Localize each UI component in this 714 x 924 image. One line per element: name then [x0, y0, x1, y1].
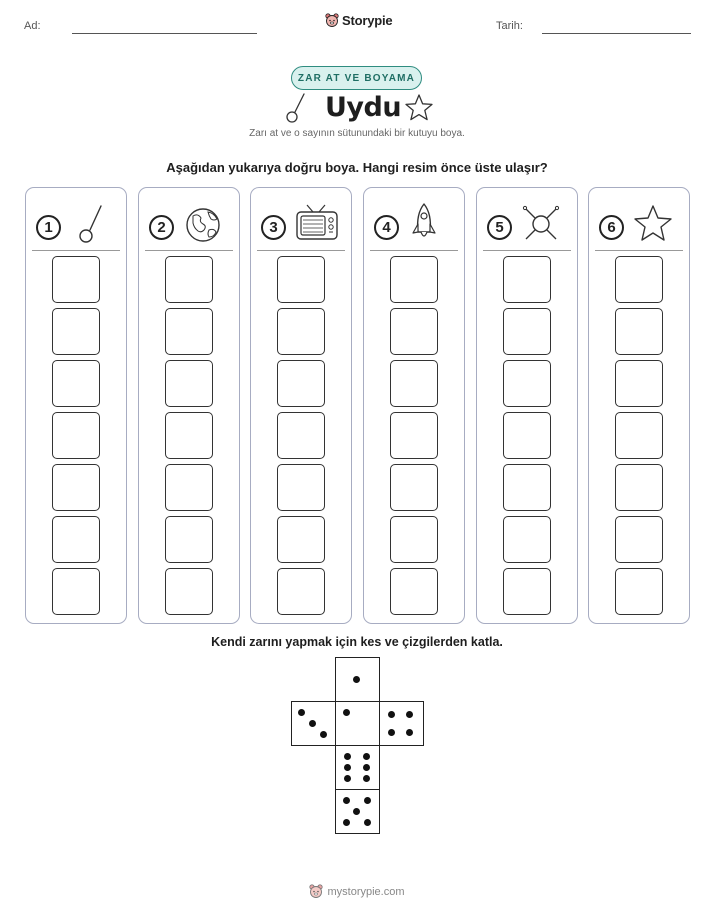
page-title: Uydu [325, 92, 402, 123]
name-label: Ad: [24, 20, 41, 32]
dice-pip [353, 808, 360, 815]
color-box[interactable] [165, 360, 213, 407]
column-number: 4 [374, 215, 399, 240]
column-divider [595, 250, 683, 251]
footer-url: mystorypie.com [327, 885, 405, 898]
color-box[interactable] [52, 568, 100, 615]
dice-face-1 [335, 657, 380, 702]
earth-icon [181, 200, 231, 246]
color-box[interactable] [277, 256, 325, 303]
color-box[interactable] [277, 308, 325, 355]
dice-pip [298, 709, 305, 716]
column-6 [588, 187, 690, 624]
color-box[interactable] [390, 516, 438, 563]
column-number: 2 [149, 215, 174, 240]
color-box[interactable] [165, 464, 213, 511]
title-row [0, 92, 714, 126]
satellite-icon [519, 200, 569, 246]
column-header [477, 196, 577, 246]
magnifier-icon [68, 200, 118, 246]
column-2 [138, 187, 240, 624]
color-box[interactable] [277, 412, 325, 459]
column-number: 3 [261, 215, 286, 240]
dice-pip [364, 797, 371, 804]
dice-pip [343, 797, 350, 804]
column-header [26, 196, 126, 246]
column-divider [32, 250, 120, 251]
color-box[interactable] [277, 464, 325, 511]
color-box[interactable] [277, 568, 325, 615]
color-box[interactable] [165, 308, 213, 355]
dice-pip [343, 709, 350, 716]
color-box[interactable] [52, 412, 100, 459]
column-5 [476, 187, 578, 624]
star-icon [404, 93, 434, 122]
color-box[interactable] [503, 308, 551, 355]
color-box[interactable] [165, 516, 213, 563]
color-box[interactable] [277, 360, 325, 407]
dice-pip [343, 819, 350, 826]
dice-pip [320, 731, 327, 738]
column-divider [257, 250, 345, 251]
color-box[interactable] [165, 412, 213, 459]
color-box[interactable] [503, 568, 551, 615]
dice-face-1b [335, 701, 380, 746]
color-box[interactable] [165, 256, 213, 303]
dice-pip [364, 819, 371, 826]
column-1 [25, 187, 127, 624]
column-header [364, 196, 464, 246]
dice-pip [388, 711, 395, 718]
dice-pip [388, 729, 395, 736]
color-box[interactable] [503, 464, 551, 511]
column-4 [363, 187, 465, 624]
color-box[interactable] [52, 256, 100, 303]
color-box[interactable] [615, 568, 663, 615]
color-box[interactable] [390, 308, 438, 355]
date-label: Tarih: [496, 20, 523, 32]
tv-icon [293, 200, 343, 246]
column-header [589, 196, 689, 246]
name-line [72, 33, 257, 34]
color-box[interactable] [615, 256, 663, 303]
dice-pip [363, 753, 370, 760]
color-box[interactable] [503, 256, 551, 303]
dice-pip [344, 764, 351, 771]
color-box[interactable] [390, 412, 438, 459]
dice-face-6 [335, 745, 380, 790]
color-box[interactable] [503, 360, 551, 407]
color-box[interactable] [615, 308, 663, 355]
column-number: 6 [599, 215, 624, 240]
color-box[interactable] [390, 464, 438, 511]
color-box[interactable] [615, 412, 663, 459]
color-box[interactable] [390, 256, 438, 303]
color-box[interactable] [503, 516, 551, 563]
column-divider [370, 250, 458, 251]
brand-name: Storypie [342, 13, 393, 28]
color-box[interactable] [52, 308, 100, 355]
dice-face-5 [335, 789, 380, 834]
color-box[interactable] [52, 464, 100, 511]
activity-badge: ZAR AT VE BOYAMA [291, 66, 422, 90]
column-divider [483, 250, 571, 251]
star-icon [631, 200, 681, 246]
column-header [139, 196, 239, 246]
date-line [542, 33, 691, 34]
color-box[interactable] [165, 568, 213, 615]
dice-face-4 [379, 701, 424, 746]
rocket-icon [406, 200, 456, 246]
column-header [251, 196, 351, 246]
dice-instruction: Kendi zarını yapmak için kes ve çizgilerden katla. [211, 635, 503, 649]
magnifier-icon [285, 92, 307, 124]
footer [0, 884, 714, 899]
column-number: 1 [36, 215, 61, 240]
dice-pip [406, 711, 413, 718]
color-box[interactable] [277, 516, 325, 563]
instruction: Aşağıdan yukarıya doğru boya. Hangi resim önce üste ulaşır? [166, 160, 548, 175]
brand-logo [325, 13, 392, 28]
column-divider [145, 250, 233, 251]
color-box[interactable] [615, 464, 663, 511]
dice-pip [363, 764, 370, 771]
dice-pip [363, 775, 370, 782]
dice-pip [353, 676, 360, 683]
bear-icon [325, 13, 339, 28]
bear-icon [309, 884, 323, 899]
dice-pip [309, 720, 316, 727]
color-box[interactable] [615, 516, 663, 563]
color-box[interactable] [390, 568, 438, 615]
dice-face-3 [291, 701, 336, 746]
dice-pip [406, 729, 413, 736]
column-3 [250, 187, 352, 624]
dice-pip [344, 775, 351, 782]
color-box[interactable] [52, 360, 100, 407]
color-box[interactable] [615, 360, 663, 407]
color-box[interactable] [52, 516, 100, 563]
subtitle: Zarı at ve o sayının sütunundaki bir kutuyu boya. [249, 128, 465, 139]
color-box[interactable] [390, 360, 438, 407]
color-box[interactable] [503, 412, 551, 459]
dice-pip [344, 753, 351, 760]
column-number: 5 [487, 215, 512, 240]
